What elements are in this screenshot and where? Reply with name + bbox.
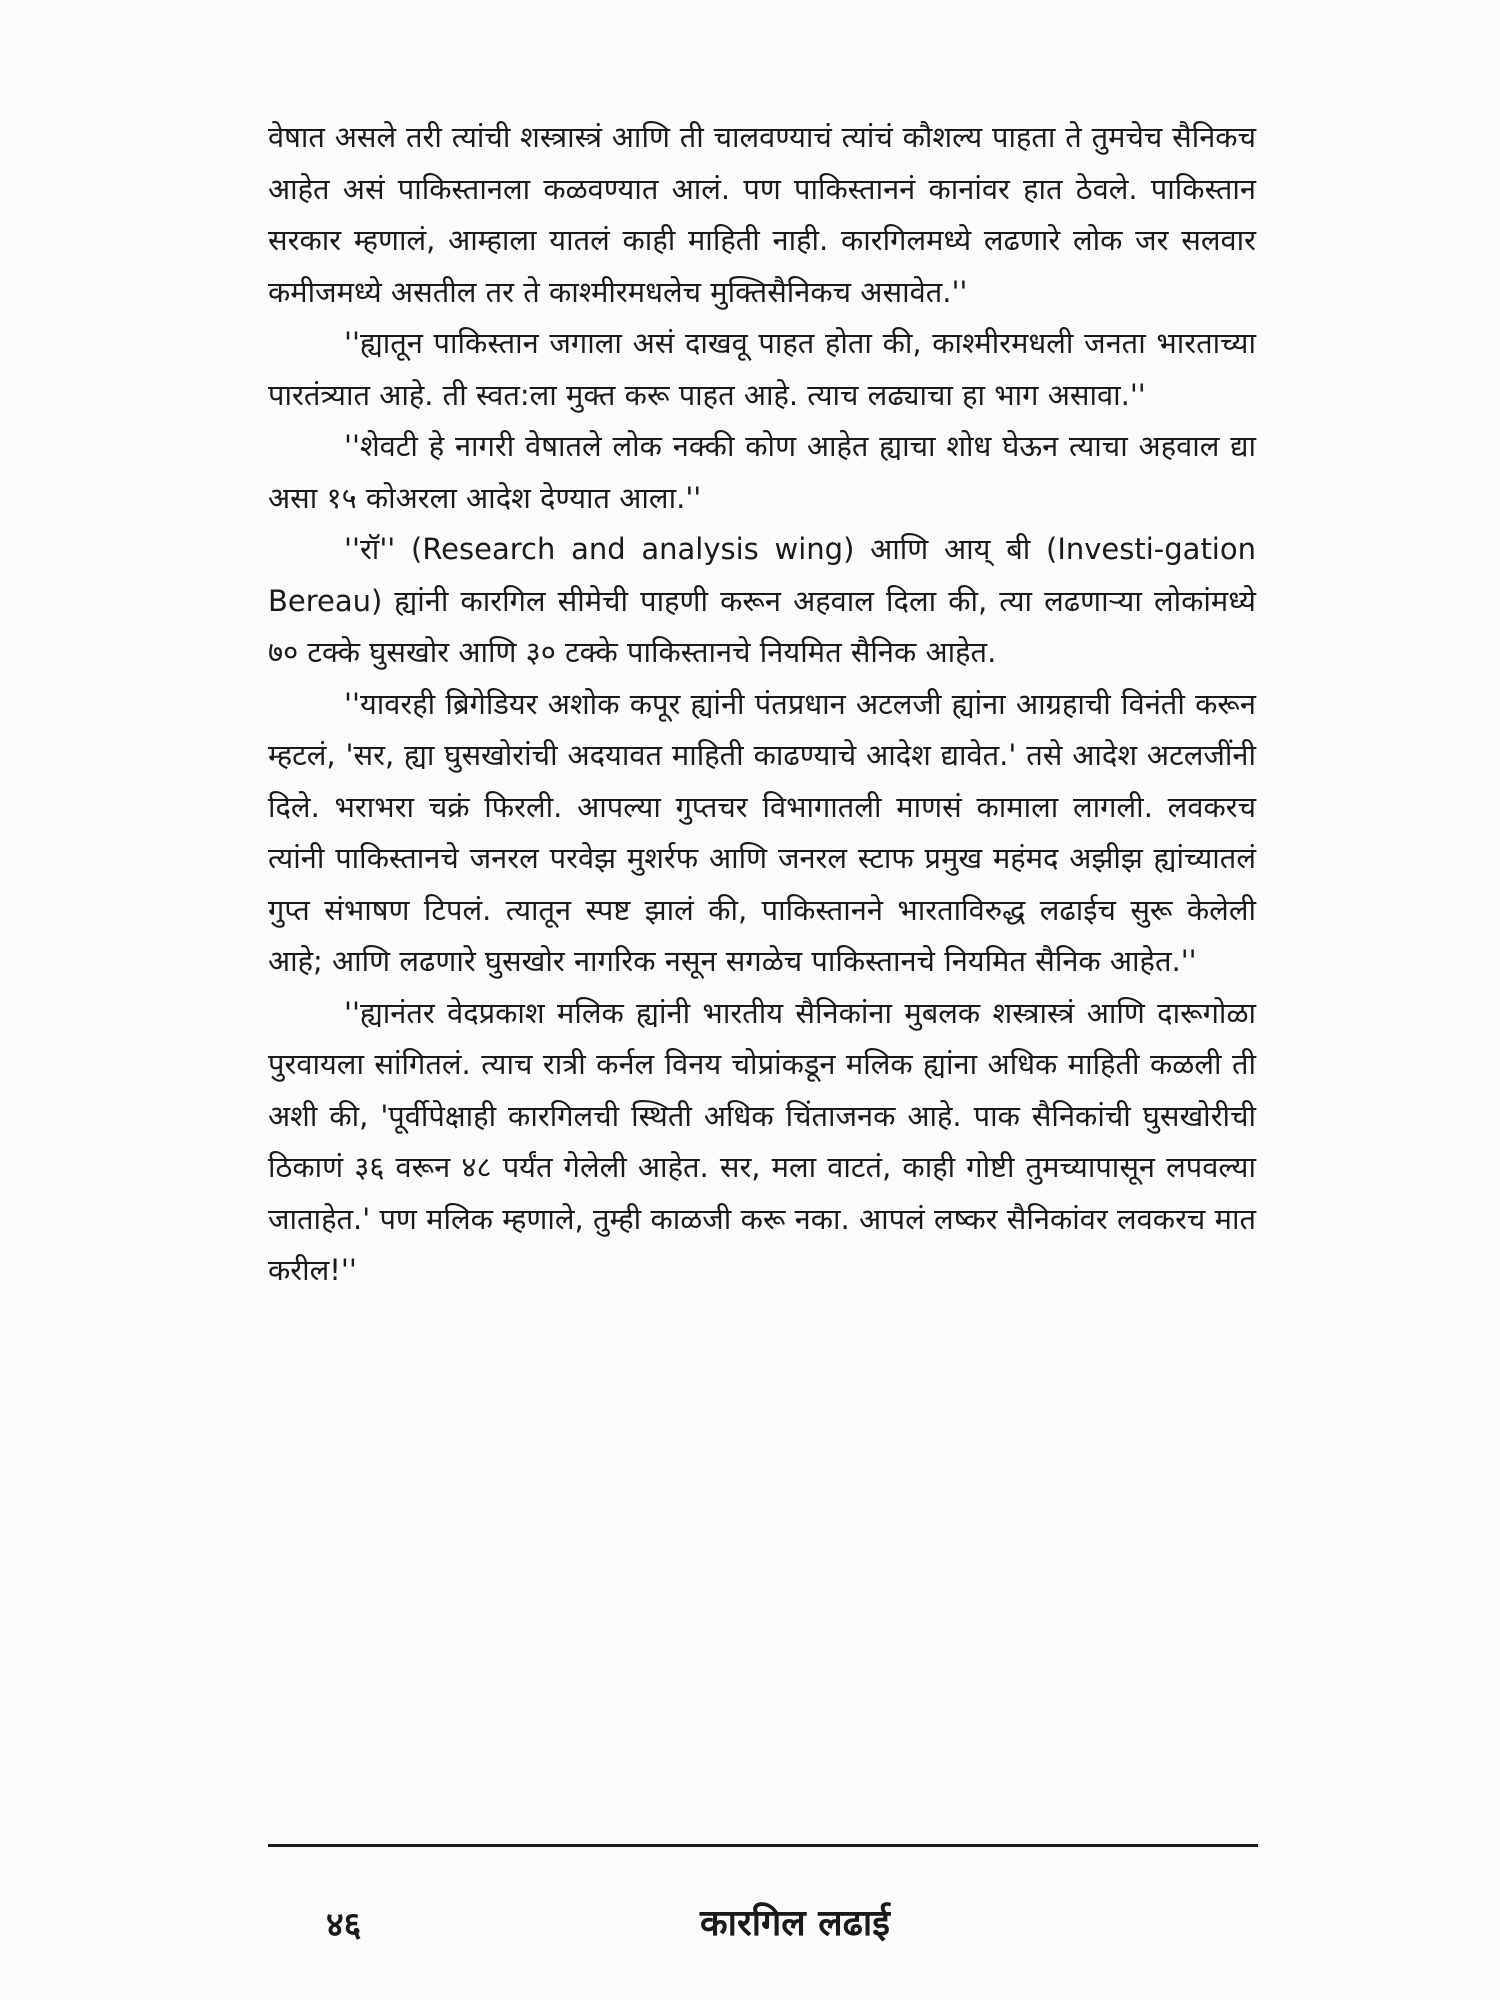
paragraph-5: ''यावरही ब्रिगेडियर अशोक कपूर ह्यांनी पंतप्रधान अटलजी ह्यांना आग्रहाची विनंती करून म्हटलं, 'सर, ह्या घुसखोरांची अदयावत माहिती काढण्याचे आदेश द्यावेत.' तसे आदेश अटलजींनी दिले. भराभरा चक्रं फिरली. आपल्या गुप्तचर विभागातली माणसं कामाला लागली. लवकरच त्यांनी पाकिस्तानचे जनरल परवेझ मुशर्रफ आणि जनरल स्टाफ प्रमुख महंमद अझीझ ह्यांच्यातलं गुप्त संभाषण टिपलं. त्यातून स्पष्ट झालं की, पाकिस्तानने भारताविरुद्ध लढाईच सुरू केलेली आहे; आणि लढणारे घुसखोर नागरिक नसून सगळेच पाकिस्तानचे नियमित सैनिक आहेत.'' bbox=[268, 686, 1256, 978]
body-text bbox=[268, 112, 1256, 1297]
paragraph-3: ''शेवटी हे नागरी वेषातले लोक नक्की कोण आहेत ह्याचा शोध घेऊन त्याचा अहवाल द्या असा १५ कोअरला आदेश देण्यात आला.'' bbox=[268, 429, 1256, 515]
paragraph-6: ''ह्यानंतर वेदप्रकाश मलिक ह्यांनी भारतीय सैनिकांना मुबलक शस्त्रास्त्रं आणि दारूगोळा पुरवायला सांगितलं. त्याच रात्री कर्नल विनय चोप्रांकडून मलिक ह्यांना अधिक माहिती कळली ती अशी की, 'पूर्वीपेक्षाही कारगिलची स्थिती अधिक चिंताजनक आहे. पाक सैनिकांची घुसखोरीची ठिकाणं ३६ वरून ४८ पर्यंत गेलेली आहेत. सर, मला वाटतं, काही गोष्टी तुमच्यापासून लपवल्या जाताहेत.' पण मलिक म्हणाले, तुम्ही काळजी करू नका. आपलं लष्कर सैनिकांवर लवकरच मात करील!'' bbox=[268, 995, 1256, 1287]
footer-divider bbox=[268, 1844, 1258, 1847]
running-footer-title: कारगिल लढाई bbox=[700, 1903, 890, 1944]
paragraph-1: वेषात असले तरी त्यांची शस्त्रास्त्रं आणि ती चालवण्याचं त्यांचं कौशल्य पाहता ते तुमचेच सैनिकच आहेत असं पाकिस्तानला कळवण्यात आलं. पण पाकिस्ताननं कानांवर हात ठेवले. पाकिस्तान सरकार म्हणालं, आम्हाला यातलं काही माहिती नाही. कारगिलमध्ये लढणारे लोक जर सलवार कमीजमध्ये असतील तर ते काश्मीरमधलेच मुक्तिसैनिकच असावेत.'' bbox=[268, 120, 1256, 309]
paragraph-4: ''रॉ'' (Research and analysis wing) आणि आय् बी (Investi-gation Bereau) ह्यांनी कारगिल सीमेची पाहणी करून अहवाल दिला की, त्या लढणाऱ्या लोकांमध्ये ७० टक्के घुसखोर आणि ३० टक्के पाकिस्तानचे नियमित सैनिक आहेत. bbox=[268, 532, 1256, 669]
paragraph-2: ''ह्यातून पाकिस्तान जगाला असं दाखवू पाहत होता की, काश्मीरमधली जनता भारताच्या पारतंत्र्यात आहे. ती स्वत:ला मुक्त करू पाहत आहे. त्याच लढ्याचा हा भाग असावा.'' bbox=[268, 326, 1256, 412]
page-number: ४६ bbox=[326, 1905, 362, 1945]
